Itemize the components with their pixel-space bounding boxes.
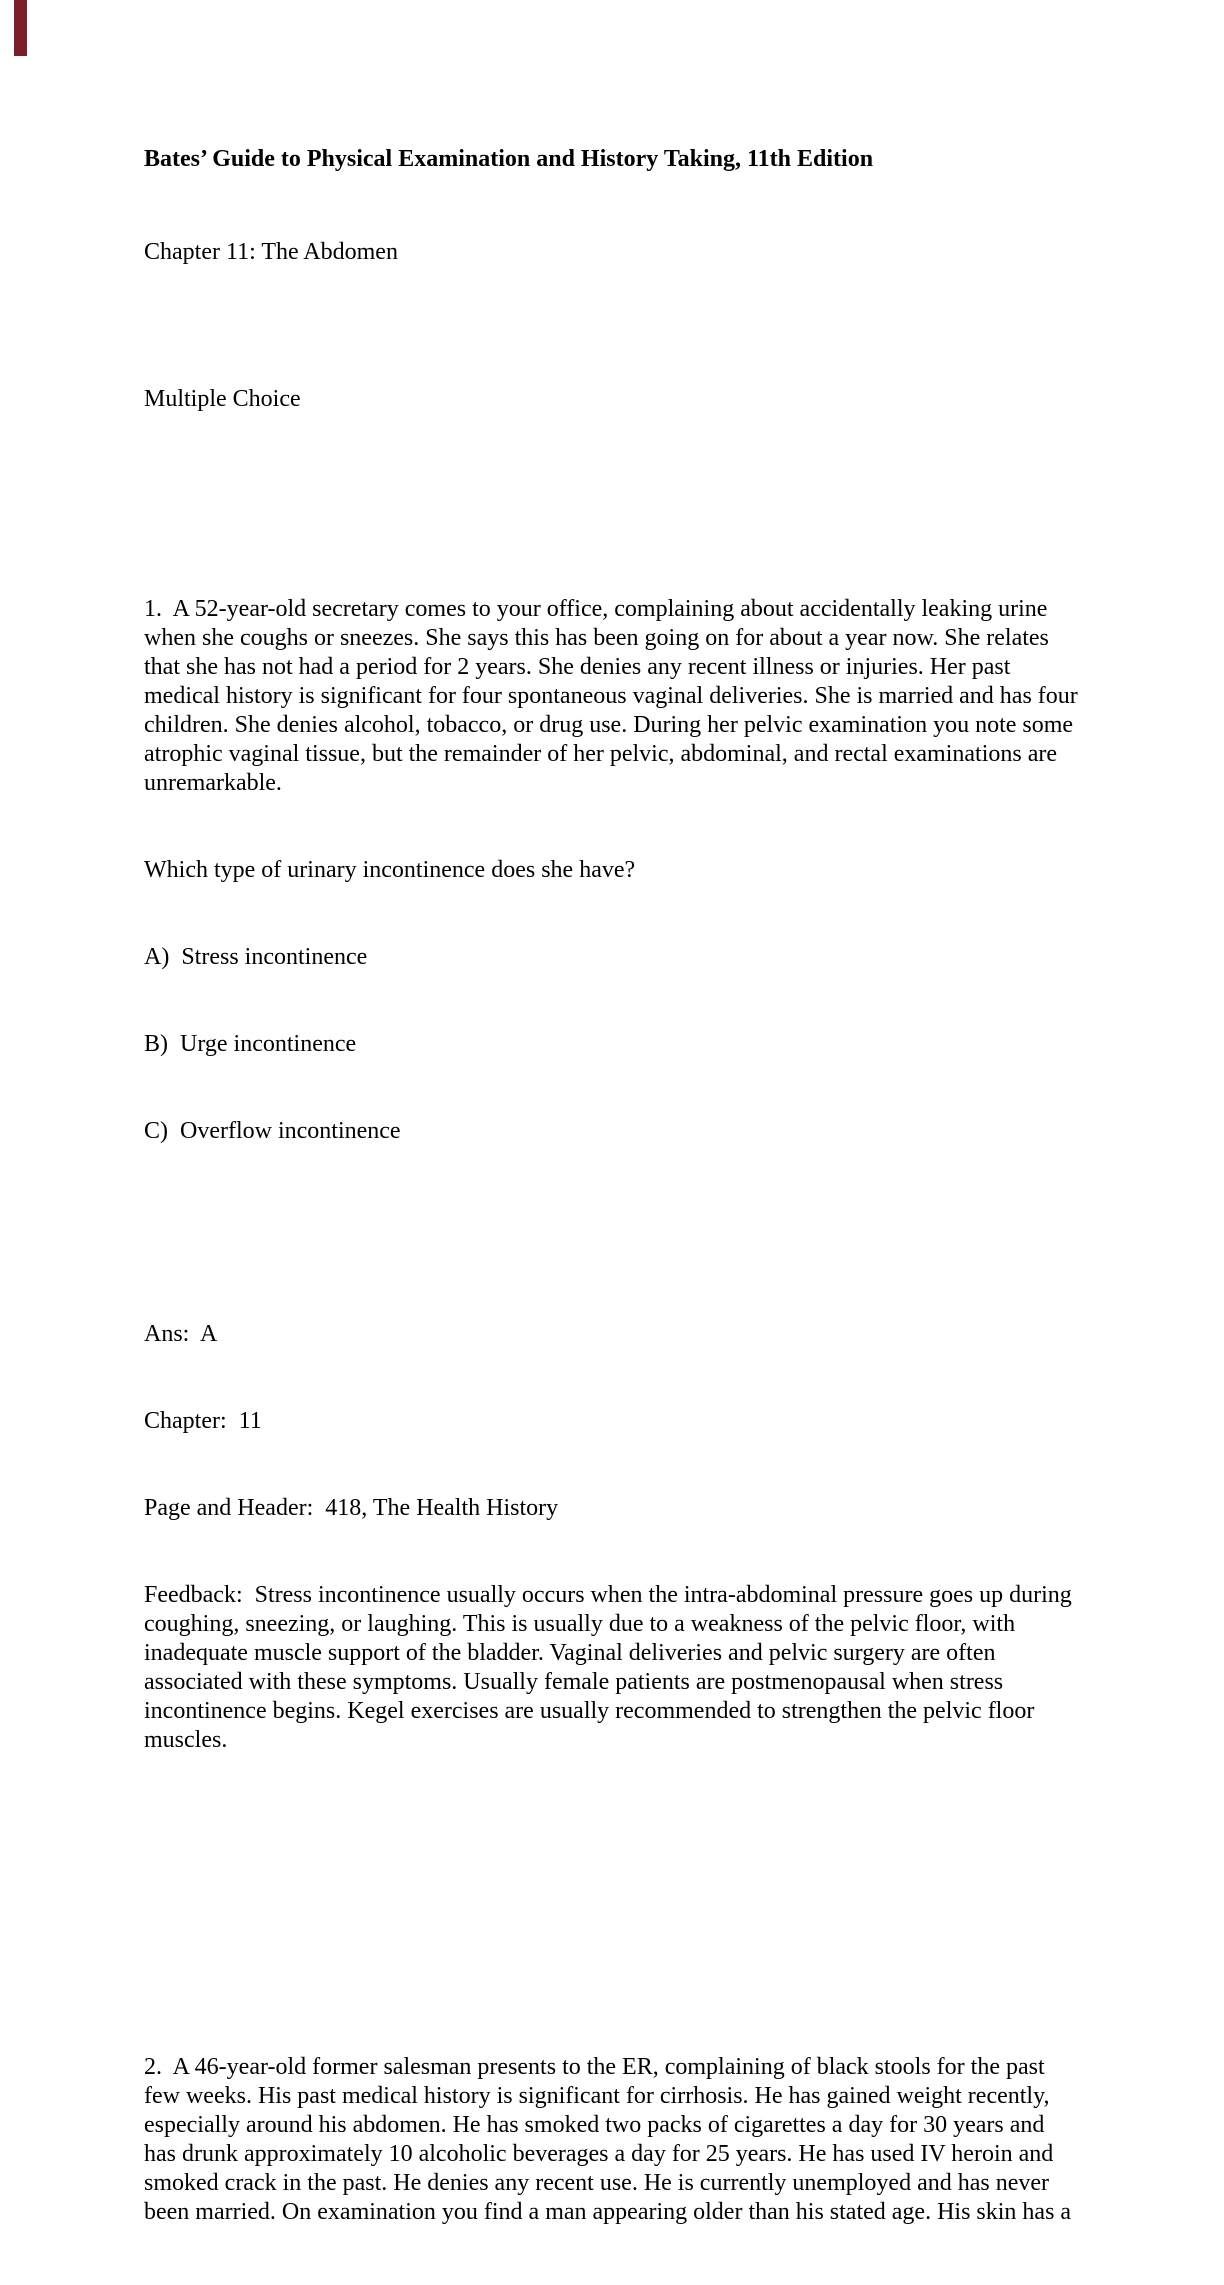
chapter-heading: Chapter 11: The Abdomen: [144, 239, 398, 265]
chapter-line: Chapter: 11: [144, 1408, 262, 1434]
question-1-stem: 1. A 52-year-old secretary comes to your office, complaining about accidentally leaking urine when she coughs or sneezes. She says this has been going on for about a year now. She relates that she has not had a period for 2 years. She denies any recent illness or injuries. Her past medical history is significant for four spontaneous vaginal deliveries. She is married and has four children. She denies alcohol, tobacco, or drug use. During her pelvic examination you note some atrophic vaginal tissue, but the remainder of her pelvic, abdominal, and rectal examinations are unremarkable.: [144, 596, 1084, 796]
page-content: [144, 0, 1084, 2285]
question-1: [144, 414, 1084, 1871]
document-title: Bates’ Guide to Physical Examination and History Taking, 11th Edition: [144, 146, 874, 172]
question-2-stem: 2. A 46-year-old former salesman presents to the ER, complaining of black stools for the past few weeks. His past medical history is significant for cirrhosis. He has gained weight recently, especially around his abdomen. He has smoked two packs of cigarettes a day for 30 years and has drunk approximately 10 alcoholic beverages a day for 25 years. He has used IV heroin and smoked crack in the past. He denies any recent use. He is currently unemployed and has never been married. On examination you find a man appearing older than his stated age. His skin has a: [144, 2054, 1072, 2225]
question-1-prompt: Which type of urinary incontinence does she have?: [144, 857, 636, 883]
question-1-answer-block: [144, 1262, 1080, 1813]
question-1-choice-a: A) Stress incontinence: [144, 944, 368, 970]
section-heading: Multiple Choice: [144, 386, 301, 412]
bookmark-ribbon: [14, 0, 27, 56]
question-2: [144, 1871, 1080, 2285]
question-1-choice-b: B) Urge incontinence: [144, 1031, 357, 1057]
feedback-text: Feedback: Stress incontinence usually occurs when the intra-abdominal pressure goes up during coughing, sneezing, or laughing. This is usually due to a weakness of the pelvic floor, with inadequate muscle support of the bladder. Vaginal deliveries and pelvic surgery are often associated with these symptoms. Usually female patients are postmenopausal when stress incontinence begins. Kegel exercises are usually recommended to strengthen the pelvic floor muscles.: [144, 1582, 1078, 1753]
answer-line: Ans: A: [144, 1321, 218, 1347]
page-header-line: Page and Header: 418, The Health History: [144, 1495, 559, 1521]
question-1-choice-c: C) Overflow incontinence: [144, 1118, 401, 1144]
